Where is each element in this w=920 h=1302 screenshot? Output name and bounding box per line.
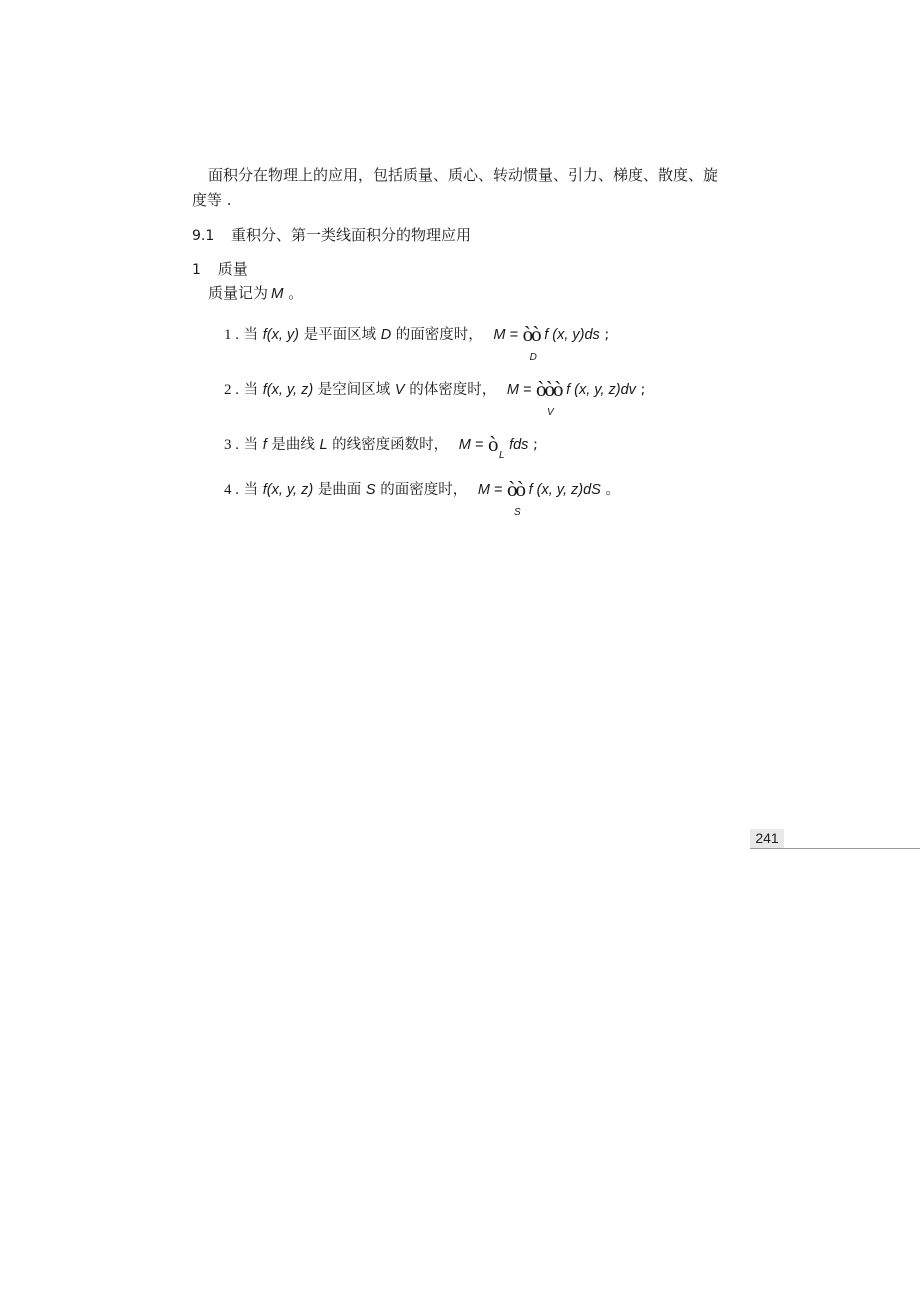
formula-end: ; [533,437,538,453]
formula-desc2: 的面密度时， [380,482,468,498]
formula-integrand: f (x, y)ds [544,327,600,343]
integral-domain-label: S [514,507,521,518]
formula-desc2: 的体密度时， [409,382,497,398]
formula-desc1: 是曲面 [317,482,362,498]
formula-index: 1 . [224,327,239,343]
subsection-title: 质量 [217,260,248,278]
formula-func: f [262,437,267,453]
formula-index: 4 . [224,482,239,498]
formula-func: f [262,382,267,398]
formula-region: L [319,437,328,453]
formula-lhs: M = [506,382,532,398]
mass-symbol: M [271,285,284,302]
formula-index: 2 . [224,382,239,398]
formula-when: 当 [243,382,259,398]
section-number: 9.1 [192,228,215,244]
formula-desc2: 的面密度时， [395,327,483,343]
intro-line-2: 度等 . [192,191,232,209]
formula-func: f [262,482,267,498]
integral-domain-label: V [547,407,554,418]
formula-region: V [394,382,405,398]
mass-intro [208,283,303,304]
subsection-number: 1 [192,262,201,278]
formula-func: f [262,327,267,343]
formula-when: 当 [243,482,259,498]
formula-index: 3 . [224,437,239,453]
formula-args: (x, y, z) [266,482,314,498]
formula-end: ; [640,382,646,398]
line-integral-sign: ò [487,432,497,456]
formula-lhs: M = [458,437,484,453]
formula-integrand: f (x, y, z)dv [566,382,636,398]
formula-desc1: 是曲线 [271,437,315,453]
formula-integrand: fds [509,437,529,453]
formula-item-2 [224,376,646,418]
integral-domain-label: L [498,450,505,461]
triple-integral-sign: òòò [536,377,562,401]
integral-domain-label: D [529,352,537,363]
section-heading [192,225,471,246]
formula-item-3 [224,431,538,461]
section-title: 重积分、第一类线面积分的物理应用 [231,226,472,244]
formula-desc1: 是平面区域 [303,327,377,343]
page-number: 241 [750,829,784,848]
formula-end: ; [604,327,610,343]
surface-integral-sign: òò [507,477,524,501]
mass-intro-prefix: 质量记为 [208,284,269,302]
formula-region: D [380,327,392,343]
formula-region: S [365,482,376,498]
formula-args: (x, y, z) [266,382,314,398]
formula-when: 当 [243,327,259,343]
double-integral-sign: òò [522,322,540,346]
formula-lhs: M = [493,327,518,343]
formula-item-4 [224,476,620,518]
formula-desc1: 是空间区域 [317,382,391,398]
intro-line-1: 面积分在物理上的应用，包括质量、质心、转动惯量、引力、梯度、散度、旋 [208,166,719,184]
formula-integrand: f (x, y, z)dS [528,482,601,498]
formula-args: (x, y) [266,327,299,343]
formula-desc2: 的线密度函数时， [332,437,449,453]
formula-when: 当 [243,437,259,453]
mass-intro-suffix: 。 [283,284,304,302]
formula-end: 。 [605,482,620,498]
subsection-heading [192,259,248,280]
footer-rule [750,848,920,849]
formula-lhs: M = [477,482,503,498]
formula-item-1 [224,321,610,363]
